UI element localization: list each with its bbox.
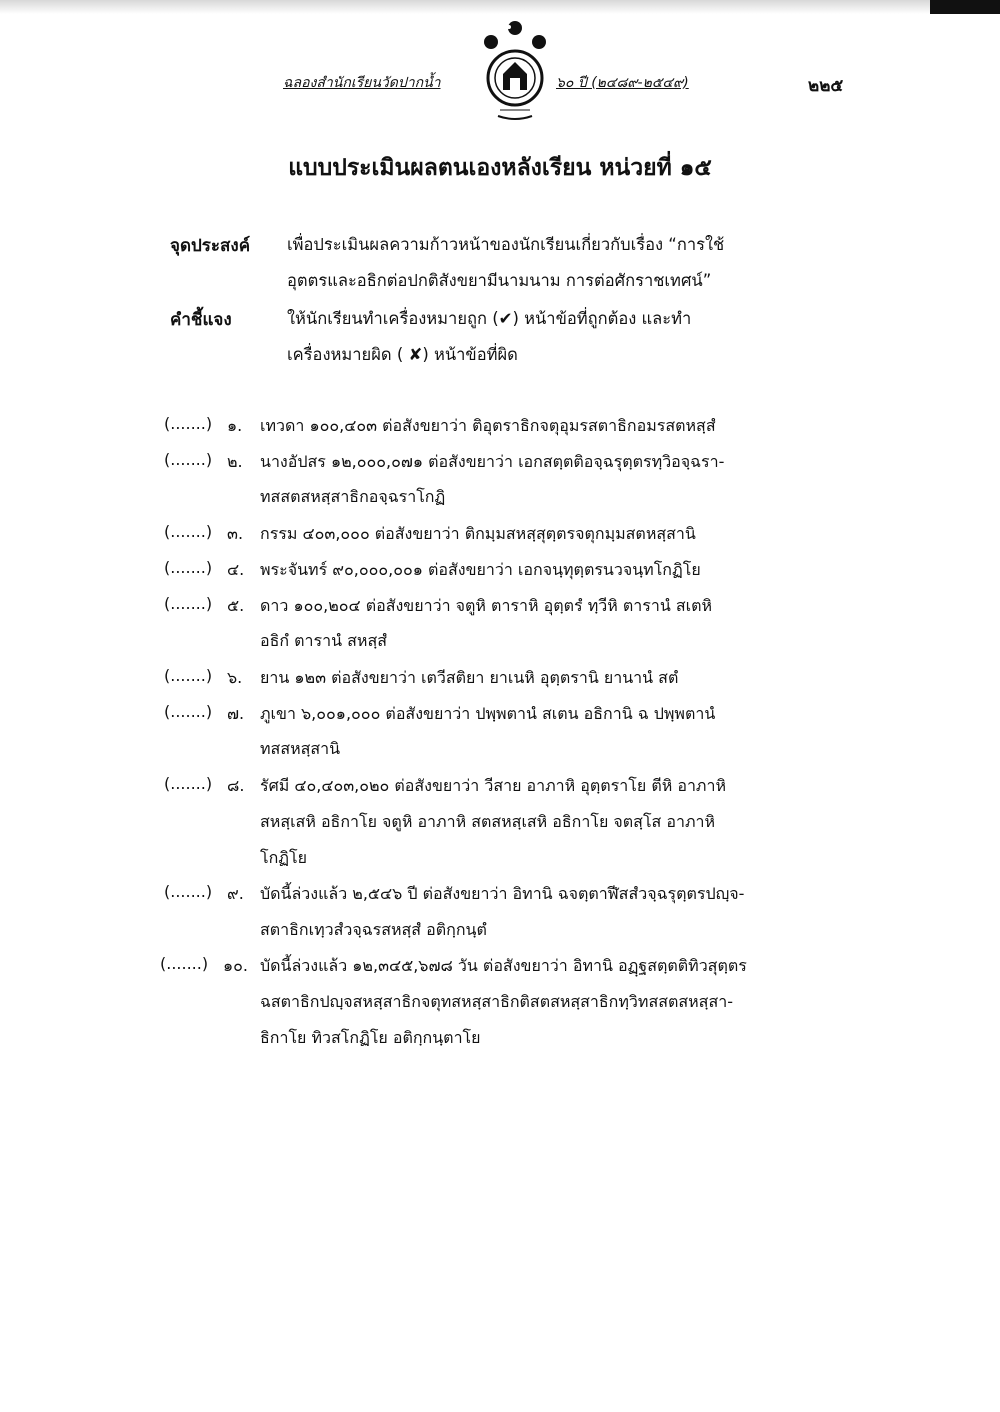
item-2-line-2: ทสสตสหสฺสาธิกอจฺฉราโกฏิ (260, 487, 446, 506)
item-number-2: ๒. (227, 452, 243, 471)
item-9-line-1: บัดนี้ล่วงแล้ว ๒,๕๔๖ ปี ต่อสังขยาว่า อิทานิ ฉจตฺตาฬีสสํวจฺฉรุตฺตรปญฺจ- (260, 884, 745, 903)
answer-blank-9[interactable]: (.......) (164, 882, 213, 901)
answer-blank-10[interactable]: (.......) (160, 954, 209, 973)
item-number-10: ๑๐. (223, 956, 249, 975)
page-top-edge-shadow (0, 0, 1000, 14)
item-8-line-1: รัศมี ๔๐,๔๐๓,๐๒๐ ต่อสังขยาว่า วีสาย อาภาหิ อุตฺตราโย ตีหิ อาภาหิ (260, 776, 727, 795)
item-number-5: ๕. (227, 596, 245, 615)
item-number-6: ๖. (227, 668, 243, 687)
answer-blank-3[interactable]: (.......) (164, 522, 213, 541)
item-8-line-2: สหสฺเสหิ อธิกาโย จตูหิ อาภาหิ สตสหสฺเสหิ อธิกาโย จตสฺโส อาภาหิ (260, 812, 716, 831)
item-8-line-3: โกฏิโย (260, 848, 307, 867)
objective-label: จุดประสงค์ (170, 236, 251, 256)
item-3-line-1: กรรม ๔๐๓,๐๐๐ ต่อสังขยาว่า ติกมฺมสหสฺสุตฺตรจตุกมฺมสตหสฺสานิ (260, 524, 696, 543)
objective-line-1: เพื่อประเมินผลความก้าวหน้าของนักเรียนเกี่ยวกับเรื่อง “การใช้ (287, 235, 725, 254)
page-corner-mark (930, 0, 1000, 14)
item-1-line-1: เทวดา ๑๐๐,๔๐๓ ต่อสังขยาว่า ติอุตราธิกจตุอุมรสตาธิกอมรสตหสฺสํ (260, 416, 716, 435)
item-10-line-1: บัดนี้ล่วงแล้ว ๑๒,๓๔๕,๖๗๘ วัน ต่อสังขยาว่า อิทานิ อฏฺฐสตฺตติทิวสุตฺตร (260, 956, 747, 975)
item-9-line-2: สตาธิกเทฺวสํวจฺฉรสหสฺสํ อติกฺกนฺตํ (260, 920, 487, 939)
item-4-line-1: พระจันทร์ ๙๐,๐๐๐,๐๐๑ ต่อสังขยาว่า เอกจนฺทุตฺตรนวจนฺทโกฏิโย (260, 560, 701, 579)
item-5-line-2: อธิกํ ตารานํ สหสฺสํ (260, 631, 387, 650)
item-number-4: ๔. (227, 560, 245, 579)
page-number: ๒๒๕ (808, 76, 844, 96)
item-number-8: ๘. (227, 776, 245, 795)
instruction-label: คำชี้แจง (170, 310, 232, 330)
header-left-text: ฉลองสำนักเรียนวัดปากน้ำ (283, 75, 441, 91)
instruction-line-2: เครื่องหมายผิด ( ✘) หน้าข้อที่ผิด (287, 345, 518, 364)
header-center-text: ๖๐ ปี (๒๔๘๙-๒๕๔๙) (556, 75, 689, 91)
answer-blank-6[interactable]: (.......) (164, 666, 213, 685)
item-7-line-2: ทสสหสฺสานิ (260, 739, 341, 758)
item-number-3: ๓. (227, 524, 244, 543)
item-10-line-2: ฉสตาธิกปญฺจสหสฺสาธิกจตุทสหสฺสาธิกติสตสหสฺสาธิกทฺวิทสสตสหสฺสา- (260, 992, 733, 1011)
answer-blank-1[interactable]: (.......) (164, 414, 213, 433)
item-number-9: ๙. (227, 884, 244, 903)
item-10-line-3: ธิกาโย ทิวสโกฏิโย อติกฺกนฺตาโย (260, 1028, 481, 1047)
objective-line-2: อุตตรและอธิกต่อปกติสังขยามีนามนาม การต่อศักราชเทศน์” (287, 271, 712, 290)
page-title: แบบประเมินผลตนเองหลังเรียน หน่วยที่ ๑๕ (288, 155, 712, 181)
item-2-line-1: นางอัปสร ๑๒,๐๐๐,๐๗๑ ต่อสังขยาว่า เอกสตฺตติอจฺฉรุตฺตรทฺวิอจฺฉรา- (260, 452, 725, 471)
answer-blank-2[interactable]: (.......) (164, 450, 213, 469)
instruction-line-1: ให้นักเรียนทำเครื่องหมายถูก (✔) หน้าข้อที่ถูกต้อง และทำ (287, 309, 692, 328)
school-emblem-icon (472, 18, 558, 124)
item-number-1: ๑. (227, 416, 243, 435)
answer-blank-8[interactable]: (.......) (164, 774, 213, 793)
item-6-line-1: ยาน ๑๒๓ ต่อสังขยาว่า เตวีสติยา ยาเนหิ อุตฺตรานิ ยานานํ สตํ (260, 668, 679, 687)
answer-blank-5[interactable]: (.......) (164, 594, 213, 613)
answer-blank-4[interactable]: (.......) (164, 558, 213, 577)
answer-blank-7[interactable]: (.......) (164, 702, 213, 721)
item-5-line-1: ดาว ๑๐๐,๒๐๔ ต่อสังขยาว่า จตูหิ ตาราหิ อุตฺตรํ ทฺวีหิ ตารานํ สเตหิ (260, 596, 713, 615)
item-7-line-1: ภูเขา ๖,๐๐๑,๐๐๐ ต่อสังขยาว่า ปพฺพตานํ สเตน อธิกานิ ฉ ปพฺพตานํ (260, 704, 716, 723)
item-number-7: ๗. (227, 704, 245, 723)
